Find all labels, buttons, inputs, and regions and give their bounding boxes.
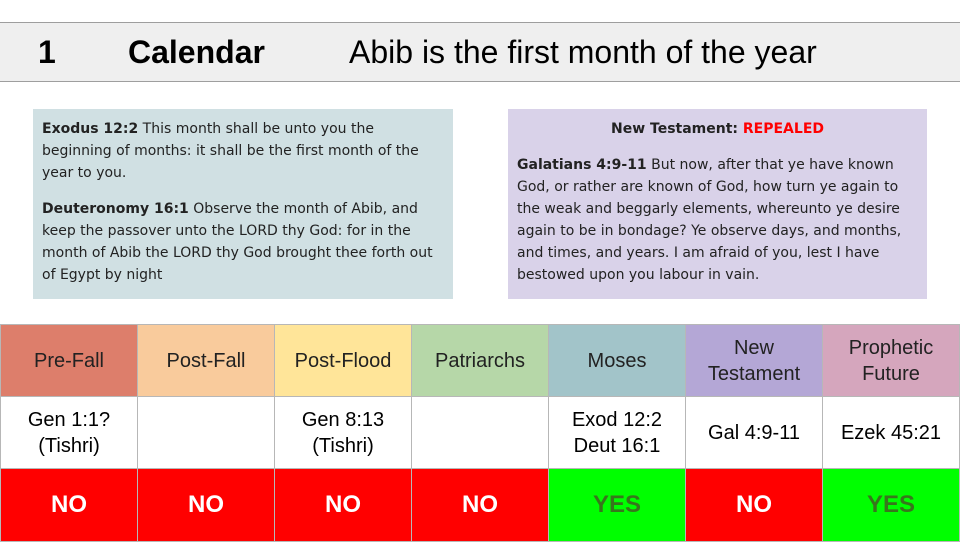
topic-title: Calendar [128, 34, 265, 70]
era-post-fall: Post-Fall [138, 325, 275, 397]
verdict-prophetic-future: YES [823, 469, 960, 542]
verdict-moses: YES [549, 469, 686, 542]
deuteronomy-ref: Deuteronomy 16:1 [42, 201, 189, 217]
title-bar [0, 22, 960, 82]
reference-patriarchs [412, 397, 549, 469]
reference-prophetic-future: Ezek 45:21 [823, 397, 960, 469]
era-moses: Moses [549, 325, 686, 397]
galatians-text: But now, after that ye have known God, or rather are known of God, how turn ye again to the weak and beggarly elements, whereunto ye desire again to be in bondage? Ye observe days, and months, and times, and years. I am afraid of you, lest I have bestowed upon you labour in vain. [517, 157, 902, 283]
deuteronomy-text: Observe the month of Abib, and keep the passover unto the LORD thy God: for in the month of Abib the LORD thy God brought thee forth out of Egypt by night [42, 201, 433, 283]
reference-moses: Exod 12:2 Deut 16:1 [549, 397, 686, 469]
galatians-ref: Galatians 4:9-11 [517, 157, 647, 173]
new-testament-box [508, 109, 927, 299]
nt-heading-label: New Testament: [610, 121, 743, 137]
slide-number: 1 [38, 34, 56, 70]
era-prophetic-future: Prophetic Future [823, 325, 960, 397]
reference-pre-fall: Gen 1:1? (Tishri) [1, 397, 138, 469]
new-testament-heading [517, 118, 918, 140]
verdict-new-testament: NO [686, 469, 823, 542]
galatians-verse [517, 154, 918, 286]
verdict-post-fall: NO [138, 469, 275, 542]
exodus-verse [42, 118, 444, 184]
verdict-pre-fall: NO [1, 469, 138, 542]
era-table [0, 324, 960, 542]
reference-post-flood: Gen 8:13 (Tishri) [275, 397, 412, 469]
reference-row [1, 397, 960, 469]
deuteronomy-verse [42, 198, 444, 286]
exodus-ref: Exodus 12:2 [42, 121, 139, 137]
verdict-post-flood: NO [275, 469, 412, 542]
repealed-label: REPEALED [742, 121, 824, 137]
era-row [1, 325, 960, 397]
era-patriarchs: Patriarchs [412, 325, 549, 397]
reference-post-fall [138, 397, 275, 469]
reference-new-testament: Gal 4:9-11 [686, 397, 823, 469]
exodus-text: This month shall be unto you the beginning of months: it shall be the first month of the year to you. [42, 121, 419, 181]
verdict-patriarchs: NO [412, 469, 549, 542]
subtitle: Abib is the first month of the year [349, 34, 817, 70]
era-pre-fall: Pre-Fall [1, 325, 138, 397]
verdict-row [1, 469, 960, 542]
era-new-testament: New Testament [686, 325, 823, 397]
old-testament-box [33, 109, 453, 299]
era-post-flood: Post-Flood [275, 325, 412, 397]
